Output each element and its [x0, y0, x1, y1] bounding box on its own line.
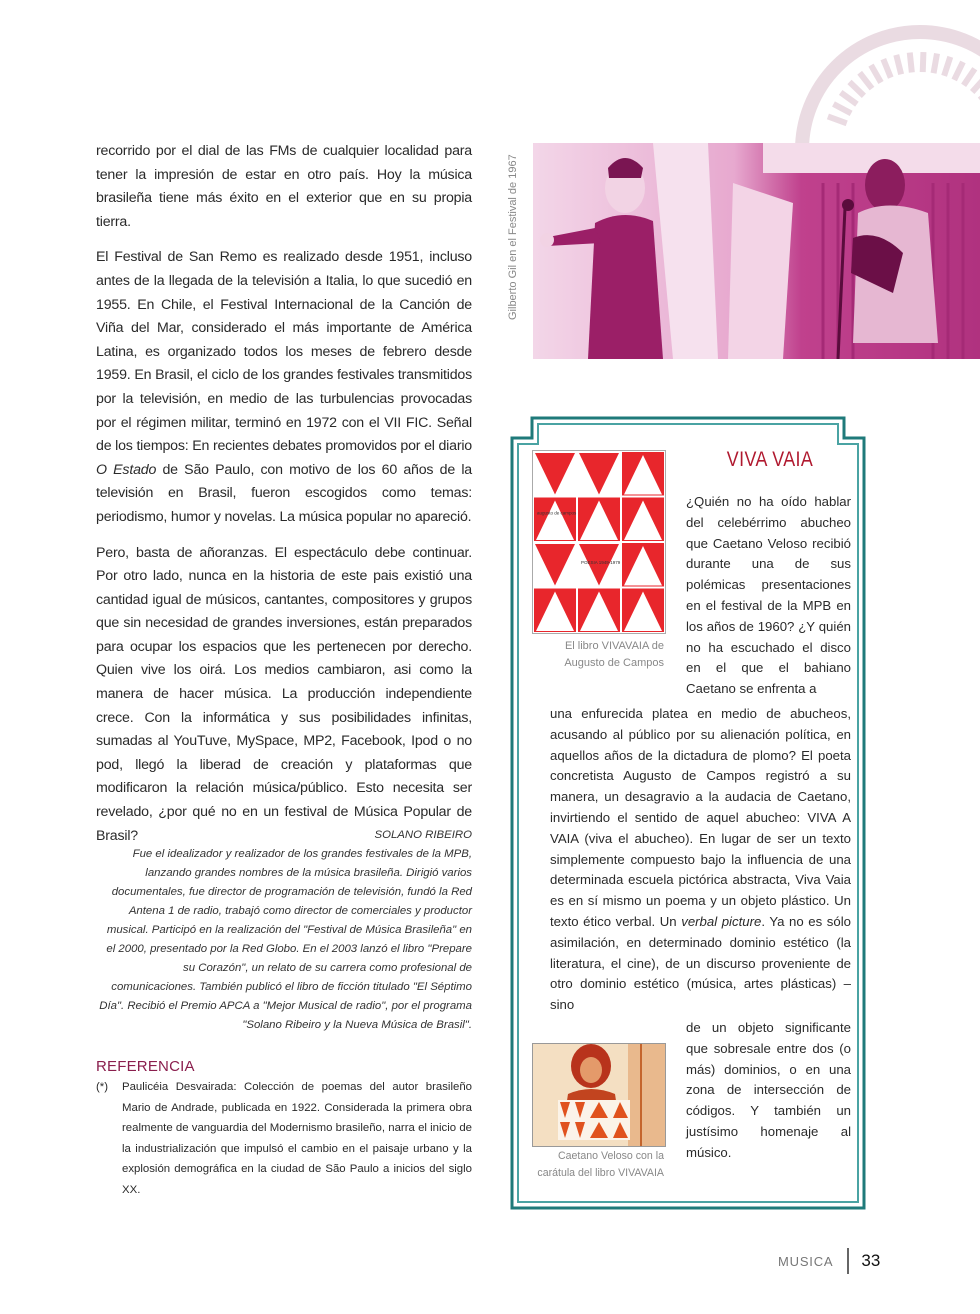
- reference-section: [96, 1058, 472, 1201]
- dial-tick: [850, 82, 864, 96]
- dial-tick: [833, 104, 851, 113]
- dial-tick: [964, 69, 975, 86]
- paragraph-3: Pero, basta de añoranzas. El espectáculo debe continuar. Por otro lado, nunca en la historia de este pais existió una cantidad igual de músicos, cantantes, compositores y grupos que sin necesidad de grandes inversiones, están preparados para ocupar los espacios que les pertenecen por derecho. Quien vive los oirá. Los medios cambiaron, asi como la manera de hacer música. La producción independiente crece. Con la informática y sus posibilidades infinitas, sumadas al YouTuve, MySpace, MP2, Facebook, Ipod o no pod, llegó la liberad de creación y plataformas que modificaron la relación música/público. Esto necesita ser revelado, ¿por qué no en un festival de Música Popular de Brasil?: [96, 544, 472, 844]
- article-body: [96, 140, 472, 860]
- cover-triangle-down: [579, 453, 619, 495]
- cover-small-text: augusto de campos: [537, 510, 577, 516]
- reference-heading: REFERENCIA: [96, 1058, 195, 1075]
- caetano-photo: [532, 1043, 666, 1147]
- author-name: SOLANO RIBEIRO: [374, 829, 472, 841]
- dial-tick: [871, 65, 881, 82]
- reference-text: Paulicéia Desvairada: Colección de poemas del autor brasileño Mario de Andrade, publicada en 1922. Considerada la primera obra realmente de vanguardia del Modernismo brasileño, narra el inicio de la industrialización que impulsó el cambio en el paisaje urbano y la explosión demográfica en la ciudad de São Paulo a inicios del siglo XX.: [122, 1081, 472, 1196]
- dial-tick: [972, 77, 980, 92]
- paragraph-1: recorrido por el dial de las FMs de cualquier localidad para tener la impresión de estar en otro país. Hoy la música brasileña tiene más éxito en el exterior que en su propia tierra.: [96, 143, 472, 230]
- dial-tick: [934, 53, 937, 73]
- caetano-photo-caption: Caetano Veloso con la carátula del libro VIVAVAIA: [537, 1150, 664, 1179]
- dial-tick: [910, 53, 912, 73]
- section-name: MUSICA: [778, 1253, 834, 1269]
- author-bio: [96, 826, 472, 1035]
- festival-photo: [533, 143, 980, 359]
- newspaper-name: O Estado: [96, 461, 157, 478]
- dial-tick: [944, 57, 950, 76]
- reference-item: [96, 1077, 472, 1201]
- photo-caption-vertical: Gilberto Gil en el Festival de 1967: [507, 154, 519, 320]
- dial-tick: [828, 116, 847, 123]
- dial-tick: [883, 59, 890, 78]
- dial-tick: [841, 92, 857, 104]
- sidebar-text-part-2: una enfurecida platea en medio de abucheos, acusando al público por su alienación política, en aquellos años de la dictadura de plomo? El poeta concretista Augusto de Campos registró a su manera, un desagravio a la audacia de Caetano, invirtiendo el sentido de aquel abucheo: VIVA A VAIA (viva el abucheo). En lugar de ser un texto simplemente compuesto bajo la influencia de una determinada escuela pictórica abstracta, Viva Vaia es en sí mismo un poema y un objeto plástico. Un texto ético verbal. Un verbal picture. Ya no es sólo asimilación, en determinado dominio estético (la literatura, el cine), de un discurso proveniente de otro dominio estético (música, artes plásticas) – sino: [550, 706, 851, 1013]
- cover-small-text: POESIA 1949-1979: [581, 560, 621, 565]
- festival-photo-image: [533, 143, 980, 359]
- viva-vaia-cover-art: [533, 451, 665, 633]
- author-bio-text: Fue el idealizador y realizador de los grandes festivales de la MPB, lanzando grandes nombres de la música brasileña. Dirigió varios documentales, fue director de programación de televisión, fundó la Red Antena 1 de radio, trabajó como director de comerciales y productor musical. Participó en la realización del "Festival de Música Brasileña" en el 2000, presentado por la Red Globo. En el 2003 lanzó el libro "Prepare su Corazón", un relato de su carrera como profesional de comunicaciones. También publicó el libro de ficción titulado "El Séptimo Día". Recibió el Premio APCA a "Mejor Musical de radio", por el programa "Solano Ribeiro y la Nueva Música de Brasil".: [99, 848, 472, 1031]
- dial-tick: [860, 73, 872, 89]
- sidebar-text-part-1: ¿Quién no ha oído hablar del celebérrimo abucheo que Caetano Veloso recibió durante una de sus polémicas presentaciones en el festival de la MPB en los años de 1960? ¿Y quién no ha escuchado el disco en el que el bahiano Caetano se enfrenta a: [686, 494, 851, 697]
- sidebar-text-part-3: de un objeto significante que sobresale entre dos (o más) dominios, o en una zona de intersección de códigos. Y también un justísimo homenaje al músico.: [686, 1020, 851, 1160]
- page-number: 33: [861, 1251, 881, 1270]
- footer-divider: [847, 1248, 849, 1274]
- book-cover-caption: El libro VIVAVAIA de Augusto de Campos: [564, 640, 664, 669]
- cover-triangle-down: [535, 544, 575, 586]
- caetano-photo-image: [533, 1044, 665, 1146]
- page-footer: [778, 1248, 880, 1274]
- dial-tick: [896, 55, 901, 74]
- cover-triangle-down: [535, 453, 575, 495]
- paragraph-2: El Festival de San Remo es realizado desde 1951, incluso antes de la llegada de la televisión a Italia, lo que sucedió en 1955. En Chile, el Festival Internacional de la Canción de Viña del Mar, considerado el más importante de América Latina, es organizado todos los meses de febrero desde 1959. En Brasil, el ciclo de los grandes festivales transmitidos por la televisión, en medio de las turbulencias provocadas por el régimen militar, terminó en 1972 con el VII FIC. Señal de los tiempos: En recientes debates promovidos por el diario O Estado de São Paulo, con motivo de los 60 años de la televisión en Brasil, fueron escogidos como temas: periodismo, humor y novelas. La música popular no apareció.: [96, 249, 472, 525]
- footnote-marker: (*): [96, 1081, 109, 1093]
- dial-tick: [923, 52, 924, 72]
- sidebar-title: VIVA VAIA: [726, 448, 814, 471]
- viva-vaia-book-cover: [532, 450, 666, 634]
- dial-tick: [954, 62, 963, 80]
